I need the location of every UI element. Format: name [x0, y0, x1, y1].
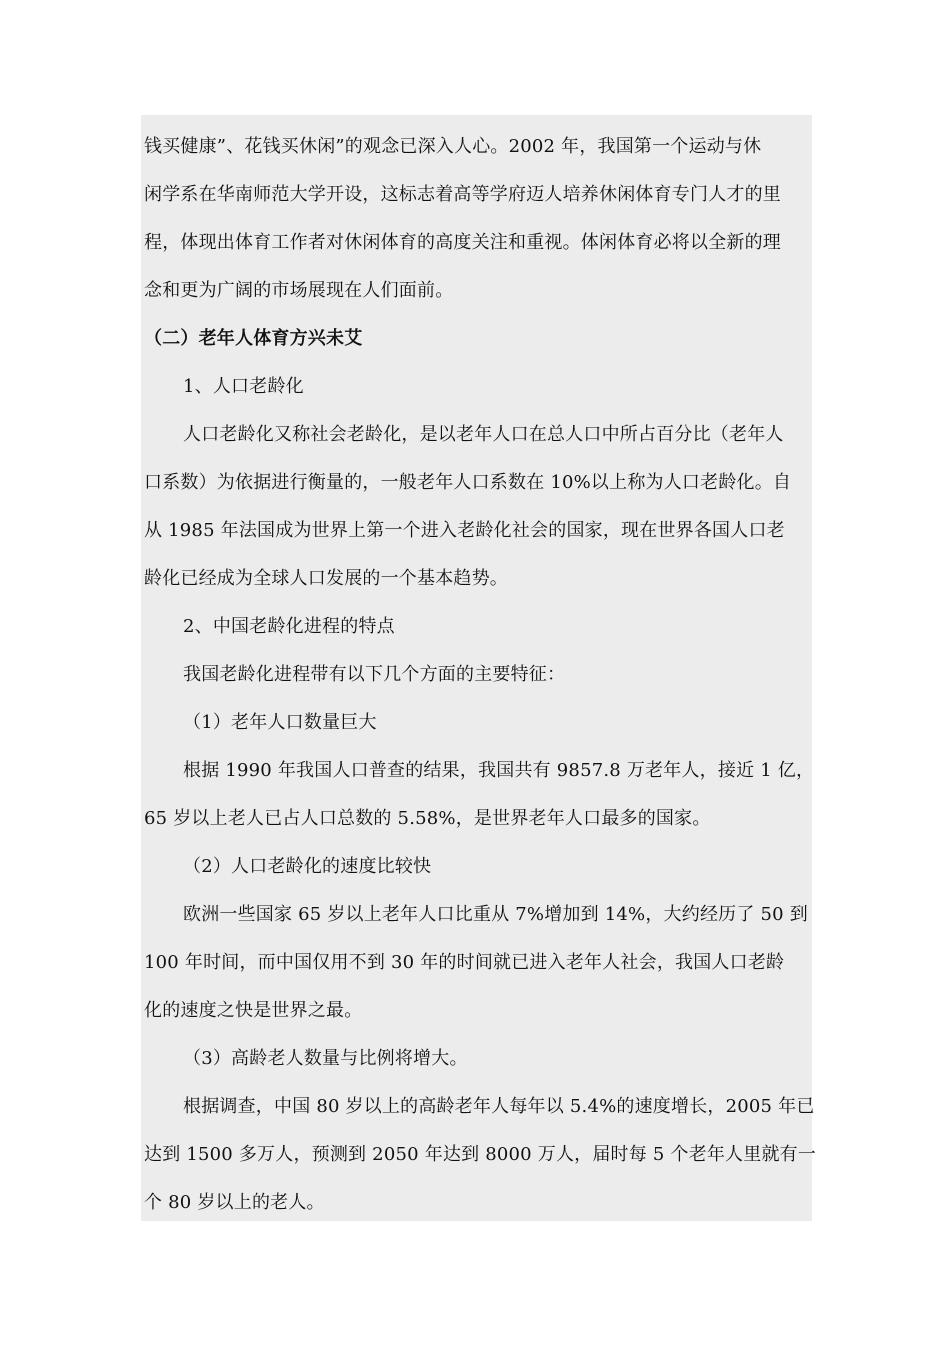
- list-item-heading: （3）高龄老人数量与比例将增大。: [183, 1048, 468, 1069]
- paragraph-line: 人口老龄化又称社会老龄化，是以老年人口在总人口中所占百分比（老年人: [183, 424, 784, 445]
- document-content: [141, 115, 817, 1221]
- subsection-heading: 1、人口老龄化: [183, 376, 304, 397]
- paragraph-line: 程，体现出体育工作者对休闲体育的高度关注和重视。体闲体育必将以全新的理: [144, 232, 781, 253]
- paragraph-line: 达到 1500 多万人，预测到 2050 年达到 8000 万人，届时每 5 个老年人里就有一: [144, 1144, 817, 1165]
- paragraph-line: 化的速度之快是世界之最。: [144, 1000, 363, 1021]
- paragraph-line: 龄化已经成为全球人口发展的一个基本趋势。: [144, 568, 508, 589]
- paragraph-line: 100 年时间，而中国仅用不到 30 年的时间就已进入老年人社会，我国人口老龄: [144, 952, 785, 973]
- paragraph-line: 口系数）为依据进行衡量的，一般老年人口系数在 10%以上称为人口老龄化。自: [144, 472, 792, 493]
- list-item-heading: （1）老年人口数量巨大: [183, 712, 377, 733]
- paragraph-line: 闲学系在华南师范大学开设，这标志着高等学府迈人培养休闲体育专门人才的里: [144, 184, 781, 205]
- paragraph-line: 念和更为广阔的市场展现在人们面前。: [144, 280, 454, 301]
- section-heading: （二）老年人体育方兴未艾: [144, 328, 363, 349]
- paragraph-line: 欧洲一些国家 65 岁以上老年人口比重从 7%增加到 14%，大约经历了 50 到: [183, 904, 808, 925]
- paragraph-line: 根据调查，中国 80 岁以上的高龄老年人每年以 5.4%的速度增长，2005 年已: [183, 1096, 815, 1117]
- subsection-heading: 2、中国老龄化进程的特点: [183, 616, 395, 637]
- paragraph-line: 个 80 岁以上的老人。: [144, 1192, 325, 1213]
- paragraph-line: 65 岁以上老人已占人口总数的 5.58%，是世界老年人口最多的国家。: [144, 808, 711, 829]
- paragraph-line: 我国老龄化进程带有以下几个方面的主要特征：: [183, 664, 566, 685]
- list-item-heading: （2）人口老龄化的速度比较快: [183, 856, 432, 877]
- paragraph-line: 钱买健康”、花钱买休闲”的观念已深入人心。2002 年，我国第一个运动与休: [144, 136, 762, 157]
- paragraph-line: 从 1985 年法国成为世界上第一个进入老龄化社会的国家，现在世界各国人口老: [144, 520, 785, 541]
- paragraph-line: 根据 1990 年我国人口普查的结果，我国共有 9857.8 万老年人，接近 1 亿，: [183, 760, 815, 781]
